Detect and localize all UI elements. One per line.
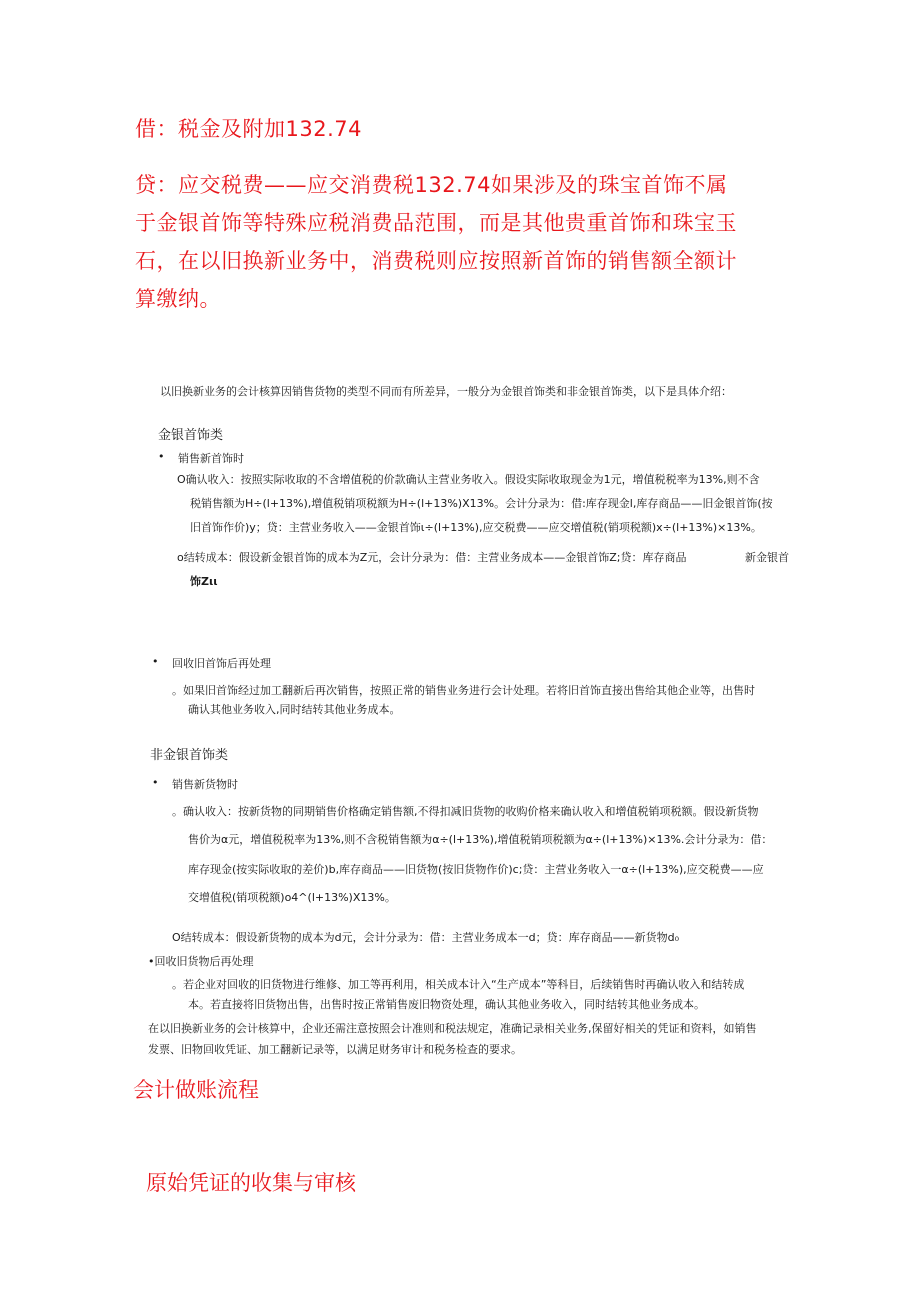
section-title: 会计做账流程 (133, 1078, 259, 1102)
closing-line-1: 在以旧换新业务的会计核算中，企业还需注意按照会计准则和税法规定，准确记录相关业务,保留好相关的凭证和资料，如销售 (148, 1022, 757, 1035)
nongold-reprocess-line-1: 。若企业对回收的旧货物进行维修、加工等再利用，相关成本计入“生产成本”等科目，后续销售时再确认收入和结转成 (172, 978, 745, 991)
entry-credit-line-1: 贷：应交税费——应交消费税132.74如果涉及的珠宝首饰不属 (135, 173, 728, 197)
nongold-confirm-line-1: 。确认收入：按新货物的同期销售价格确定销售额,不得扣减旧货物的收购价格来确认收入和增值税销项税额。假设新货物 (172, 805, 759, 818)
gold-reprocess-line-2: 确认其他业务收入,同时结转其他业务成本。 (188, 703, 401, 716)
gold-cost-line-1b: 新金银首 (745, 551, 789, 564)
nongold-bullet-sell-new: 销售新货物时 (172, 778, 238, 791)
closing-line-2: 发票、旧物回收凭证、加工翻新记录等，以满足财务审计和税务检查的要求。 (148, 1043, 522, 1056)
intro-paragraph: 以旧换新业务的会计核算因销售货物的类型不同而有所差异，一般分为金银首饰类和非金银首饰类，以下是具体介绍： (160, 385, 732, 398)
gold-bullet-sell-new: 销售新首饰时 (178, 452, 244, 465)
gold-confirm-line-1: O确认收入：按照实际收取的不含增值税的价款确认主营业务收入。假设实际收取现金为1元，增值税税率为13%,则不含 (177, 473, 760, 486)
gold-confirm-line-2: 税销售额为H÷(l+13%),增值税销项税额为H÷(l+13%)X13%。会计分录为：借:库存现金l,库存商品——旧金银首饰(按 (190, 497, 773, 510)
nongold-confirm-line-2: 售价为α元，增值税税率为13%,则不含税销售额为α÷(l+13%),增值税销项税额为α÷(l+13%)×13%.会计分录为：借： (188, 833, 773, 846)
gold-bullet-reprocess: 回收旧首饰后再处理 (172, 657, 271, 670)
nongold-confirm-line-3: 库存现金(按实际收取的差价)b,库存商品——旧货物(按旧货物作价)c;贷：主营业务收入一α÷(l+13%),应交税费——应 (188, 863, 764, 876)
subsection-title: 原始凭证的收集与审核 (146, 1171, 356, 1195)
bullet-icon: • (152, 776, 159, 789)
nongold-reprocess-line-2: 本。若直接将旧货物出售，出售时按正常销售废旧物资处理，确认其他业务收入，同时结转其他业务成本。 (188, 998, 705, 1011)
entry-credit-line-4: 算缴纳。 (135, 287, 221, 311)
gold-reprocess-line-1: 。如果旧首饰经过加工翻新后再次销售，按照正常的销售业务进行会计处理。若将旧首饰直接出售给其他企业等，出售时 (172, 684, 755, 697)
nongold-bullet-reprocess: •回收旧货物后再处理 (148, 955, 254, 968)
bullet-icon: • (152, 655, 159, 668)
entry-debit-line: 借：税金及附加132.74 (135, 117, 362, 141)
gold-cost-line-2: 饰Zιι (190, 575, 218, 588)
nongold-heading: 非金银首饰类 (150, 748, 229, 763)
entry-credit-line-2: 于金银首饰等特殊应税消费品范围，而是其他贵重首饰和珠宝玉 (135, 211, 737, 235)
gold-confirm-line-3: 旧首饰作价)y；贷：主营业务收入——金银首饰ι÷(l+13%),应交税费——应交增值税(销项税额)x÷(l+13%)×13%。 (190, 521, 762, 534)
nongold-confirm-line-4: 交增值税(销项税额)o4^(l+13%)X13%。 (188, 891, 396, 904)
gold-cost-line-1: o结转成本：假设新金银首饰的成本为Z元，会计分录为：借：主营业务成本——金银首饰Z;贷：库存商品 (177, 551, 687, 564)
gold-heading: 金银首饰类 (158, 428, 224, 443)
bullet-icon: • (158, 450, 165, 463)
entry-credit-line-3: 石，在以旧换新业务中，消费税则应按照新首饰的销售额全额计 (135, 249, 737, 273)
nongold-cost-line: O结转成本：假设新货物的成本为d元，会计分录为：借：主营业务成本一d；贷：库存商品——新货物d₀ (172, 931, 680, 944)
